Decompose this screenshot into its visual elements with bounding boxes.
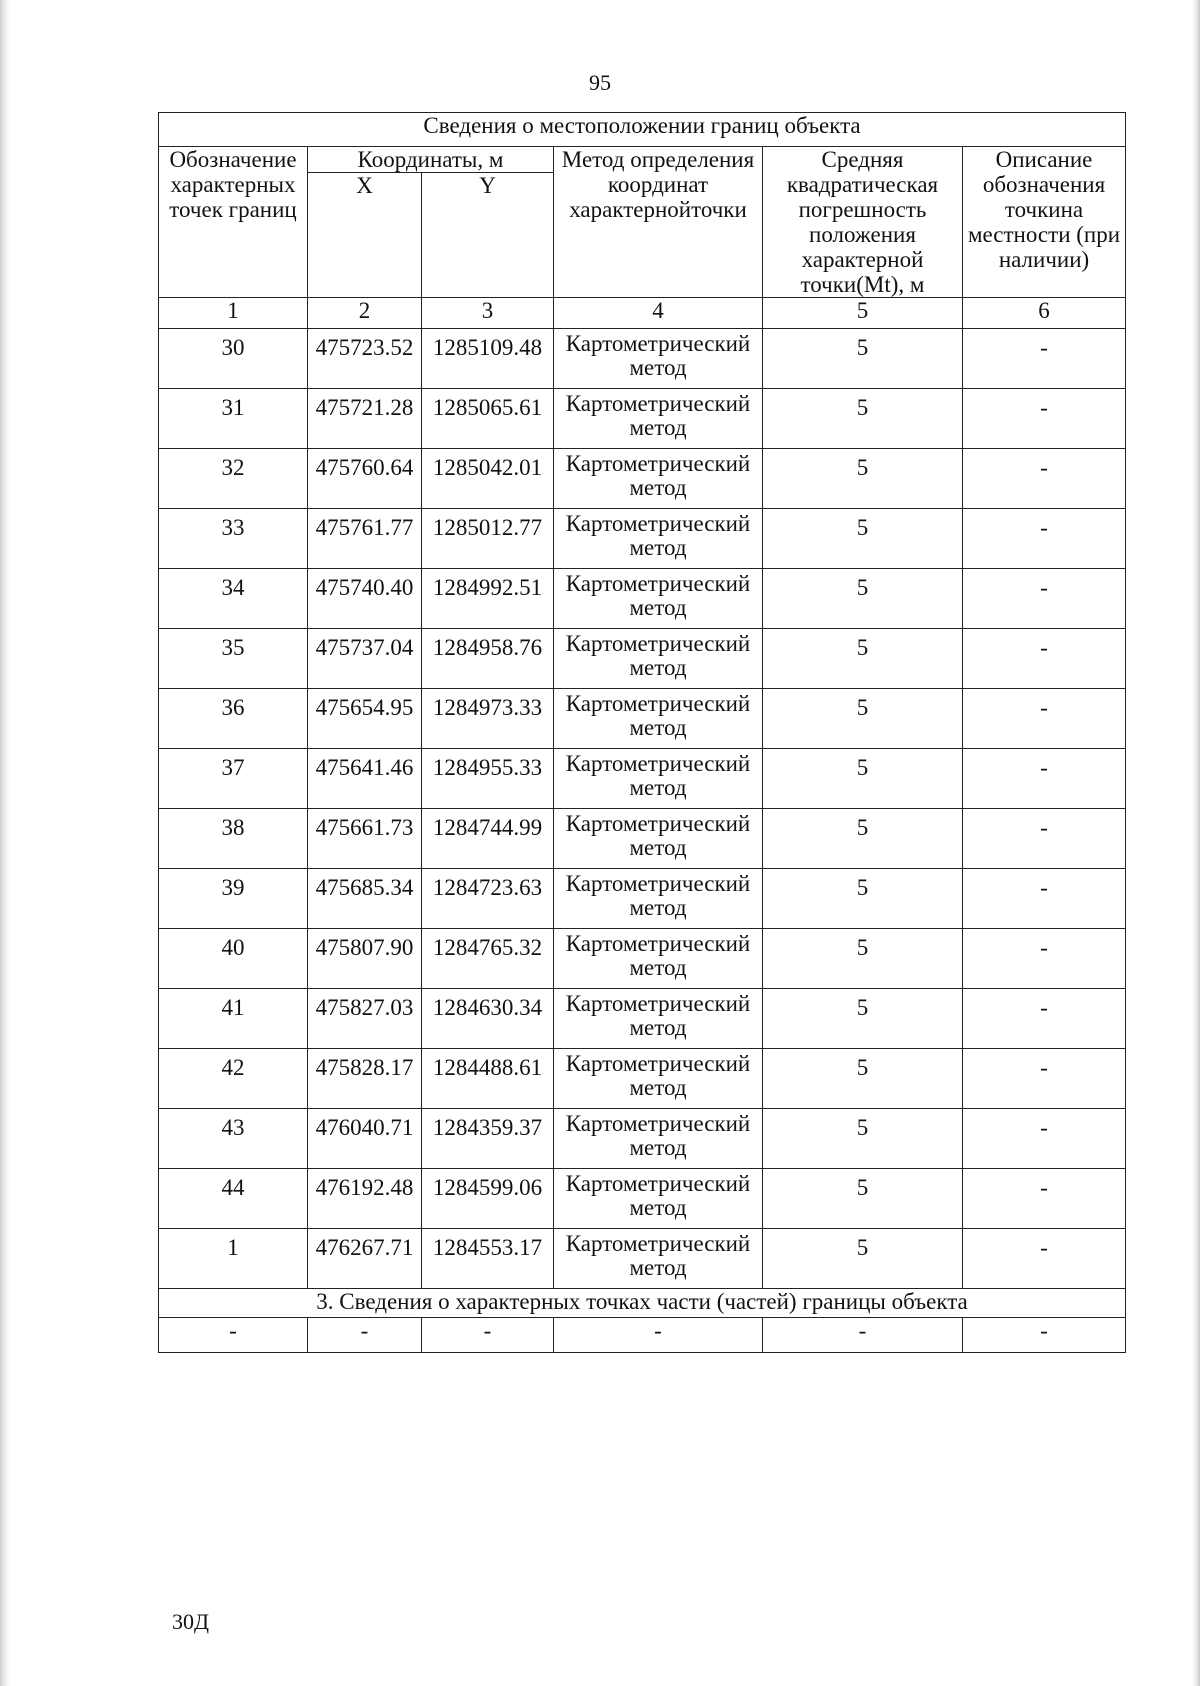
coord-y-cell: 1284973.33 xyxy=(422,689,554,749)
scan-edge-left xyxy=(0,0,10,1686)
accuracy-cell: 5 xyxy=(763,1109,963,1169)
point-id-cell: 31 xyxy=(159,389,308,449)
section3-cell: - xyxy=(554,1318,763,1353)
header-description: Описание обозначения точкина местности (при наличии) xyxy=(963,147,1126,298)
point-id-cell: 42 xyxy=(159,1049,308,1109)
point-id-cell: 34 xyxy=(159,569,308,629)
method-cell: Картометрический метод xyxy=(554,389,763,449)
column-number: 1 xyxy=(159,298,308,329)
description-cell: - xyxy=(963,689,1126,749)
coord-y-cell: 1284599.06 xyxy=(422,1169,554,1229)
description-cell: - xyxy=(963,329,1126,389)
point-id-cell: 30 xyxy=(159,329,308,389)
point-id-cell: 43 xyxy=(159,1109,308,1169)
coord-y-cell: 1285065.61 xyxy=(422,389,554,449)
coord-y-cell: 1284630.34 xyxy=(422,989,554,1049)
table-row xyxy=(159,1229,1126,1289)
coord-y-cell: 1284992.51 xyxy=(422,569,554,629)
accuracy-cell: 5 xyxy=(763,929,963,989)
accuracy-cell: 5 xyxy=(763,329,963,389)
page-number: 95 xyxy=(589,70,611,95)
header-point-designation: Обозначение характерных точек границ xyxy=(159,147,308,298)
point-id-cell: 1 xyxy=(159,1229,308,1289)
coord-y-cell: 1284488.61 xyxy=(422,1049,554,1109)
table-row xyxy=(159,689,1126,749)
description-cell: - xyxy=(963,1109,1126,1169)
method-cell: Картометрический метод xyxy=(554,1229,763,1289)
accuracy-cell: 5 xyxy=(763,989,963,1049)
header-x: X xyxy=(308,173,422,298)
coord-x-cell: 475761.77 xyxy=(308,509,422,569)
point-id-cell: 35 xyxy=(159,629,308,689)
point-id-cell: 41 xyxy=(159,989,308,1049)
footer-code: 30Д xyxy=(172,1609,210,1634)
method-cell: Картометрический метод xyxy=(554,509,763,569)
scan-edge-right xyxy=(1192,0,1200,1686)
point-id-cell: 40 xyxy=(159,929,308,989)
table-row xyxy=(159,569,1126,629)
table-row xyxy=(159,629,1126,689)
description-cell: - xyxy=(963,1169,1126,1229)
table-row xyxy=(159,809,1126,869)
description-cell: - xyxy=(963,1049,1126,1109)
coord-x-cell: 475654.95 xyxy=(308,689,422,749)
point-id-cell: 33 xyxy=(159,509,308,569)
accuracy-cell: 5 xyxy=(763,569,963,629)
header-coordinates: Координаты, м xyxy=(308,147,554,173)
table-row xyxy=(159,329,1126,389)
header-y: Y xyxy=(422,173,554,298)
coord-y-cell: 1284765.32 xyxy=(422,929,554,989)
coord-x-cell: 475828.17 xyxy=(308,1049,422,1109)
coord-y-cell: 1284723.63 xyxy=(422,869,554,929)
point-id-cell: 44 xyxy=(159,1169,308,1229)
description-cell: - xyxy=(963,749,1126,809)
method-cell: Картометрический метод xyxy=(554,569,763,629)
coord-x-cell: 475740.40 xyxy=(308,569,422,629)
coord-y-cell: 1284744.99 xyxy=(422,809,554,869)
section3-row xyxy=(159,1318,1126,1353)
point-id-cell: 38 xyxy=(159,809,308,869)
method-cell: Картометрический метод xyxy=(554,329,763,389)
coord-x-cell: 475827.03 xyxy=(308,989,422,1049)
header-method: Метод определения координат характернойточки xyxy=(554,147,763,298)
description-cell: - xyxy=(963,1229,1126,1289)
section3-cell: - xyxy=(159,1318,308,1353)
method-cell: Картометрический метод xyxy=(554,989,763,1049)
coord-x-cell: 475723.52 xyxy=(308,329,422,389)
accuracy-cell: 5 xyxy=(763,689,963,749)
column-number: 2 xyxy=(308,298,422,329)
description-cell: - xyxy=(963,809,1126,869)
accuracy-cell: 5 xyxy=(763,449,963,509)
description-cell: - xyxy=(963,629,1126,689)
accuracy-cell: 5 xyxy=(763,869,963,929)
coord-x-cell: 475641.46 xyxy=(308,749,422,809)
description-cell: - xyxy=(963,389,1126,449)
table-row xyxy=(159,1169,1126,1229)
table-row xyxy=(159,1049,1126,1109)
coord-y-cell: 1285042.01 xyxy=(422,449,554,509)
point-id-cell: 37 xyxy=(159,749,308,809)
table-row xyxy=(159,389,1126,449)
method-cell: Картометрический метод xyxy=(554,629,763,689)
accuracy-cell: 5 xyxy=(763,629,963,689)
column-numbers-row xyxy=(159,298,1126,329)
method-cell: Картометрический метод xyxy=(554,869,763,929)
table-row xyxy=(159,749,1126,809)
table-row xyxy=(159,989,1126,1049)
description-cell: - xyxy=(963,449,1126,509)
method-cell: Картометрический метод xyxy=(554,449,763,509)
coord-y-cell: 1284958.76 xyxy=(422,629,554,689)
method-cell: Картометрический метод xyxy=(554,1169,763,1229)
column-number: 5 xyxy=(763,298,963,329)
accuracy-cell: 5 xyxy=(763,1049,963,1109)
coord-y-cell: 1284553.17 xyxy=(422,1229,554,1289)
section3-cell: - xyxy=(422,1318,554,1353)
description-cell: - xyxy=(963,989,1126,1049)
coord-x-cell: 476267.71 xyxy=(308,1229,422,1289)
method-cell: Картометрический метод xyxy=(554,1049,763,1109)
table-title: Сведения о местоположении границ объекта xyxy=(159,113,1126,147)
description-cell: - xyxy=(963,929,1126,989)
coord-y-cell: 1284955.33 xyxy=(422,749,554,809)
table-row xyxy=(159,1109,1126,1169)
point-id-cell: 32 xyxy=(159,449,308,509)
accuracy-cell: 5 xyxy=(763,809,963,869)
table-row xyxy=(159,509,1126,569)
section3-cell: - xyxy=(963,1318,1126,1353)
section3-cell: - xyxy=(308,1318,422,1353)
accuracy-cell: 5 xyxy=(763,749,963,809)
coord-x-cell: 476192.48 xyxy=(308,1169,422,1229)
coord-y-cell: 1284359.37 xyxy=(422,1109,554,1169)
coord-x-cell: 475737.04 xyxy=(308,629,422,689)
point-id-cell: 39 xyxy=(159,869,308,929)
header-accuracy: Средняя квадратическая погрешность положения характерной точки(Mt), м xyxy=(763,147,963,298)
column-number: 6 xyxy=(963,298,1126,329)
coord-y-cell: 1285012.77 xyxy=(422,509,554,569)
coord-x-cell: 475760.64 xyxy=(308,449,422,509)
column-number: 4 xyxy=(554,298,763,329)
method-cell: Картометрический метод xyxy=(554,809,763,869)
accuracy-cell: 5 xyxy=(763,509,963,569)
coord-x-cell: 475661.73 xyxy=(308,809,422,869)
accuracy-cell: 5 xyxy=(763,389,963,449)
boundary-coordinates-table xyxy=(158,112,1126,1353)
method-cell: Картометрический метод xyxy=(554,1109,763,1169)
description-cell: - xyxy=(963,509,1126,569)
description-cell: - xyxy=(963,569,1126,629)
coord-x-cell: 475685.34 xyxy=(308,869,422,929)
accuracy-cell: 5 xyxy=(763,1169,963,1229)
coord-y-cell: 1285109.48 xyxy=(422,329,554,389)
section3-title: 3. Сведения о характерных точках части (частей) границы объекта xyxy=(159,1289,1126,1318)
table-row xyxy=(159,929,1126,989)
point-id-cell: 36 xyxy=(159,689,308,749)
method-cell: Картометрический метод xyxy=(554,749,763,809)
table-row xyxy=(159,869,1126,929)
section3-cell: - xyxy=(763,1318,963,1353)
accuracy-cell: 5 xyxy=(763,1229,963,1289)
coord-x-cell: 475721.28 xyxy=(308,389,422,449)
method-cell: Картометрический метод xyxy=(554,689,763,749)
description-cell: - xyxy=(963,869,1126,929)
method-cell: Картометрический метод xyxy=(554,929,763,989)
column-number: 3 xyxy=(422,298,554,329)
table-row xyxy=(159,449,1126,509)
coord-x-cell: 475807.90 xyxy=(308,929,422,989)
coord-x-cell: 476040.71 xyxy=(308,1109,422,1169)
